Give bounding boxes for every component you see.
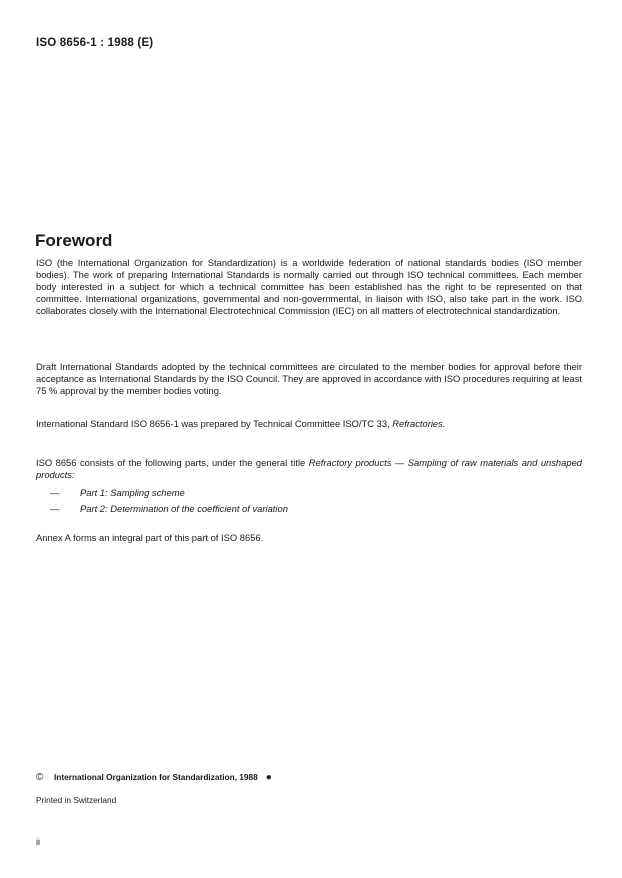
foreword-heading: Foreword <box>35 231 113 250</box>
parts-intro-text: ISO 8656 consists of the following parts, under the general title <box>36 457 306 468</box>
dash-bullet: — <box>50 503 60 514</box>
part-2-title: Part 2: Determination of the coefficient of variation <box>80 503 288 514</box>
dash-bullet: — <box>50 487 60 498</box>
foreword-paragraph-draft-standards: Draft International Standards adopted by the technical committees are circulated to the member bodies for approval before their acceptance as International Standards by the ISO Council. They are approved in accordance with ISO procedures requiring at least 75 % approval by the member bodies voting. <box>36 361 582 396</box>
copyright-notice <box>36 772 272 783</box>
printed-in-note: Printed in Switzerland <box>36 795 117 805</box>
page-number: ii <box>36 837 40 847</box>
document-identifier: ISO 8656-1 : 1988 (E) <box>36 37 154 49</box>
foreword-paragraph-parts-intro <box>36 457 582 481</box>
bullet-icon: ● <box>265 772 272 783</box>
copyright-icon: © <box>36 772 44 783</box>
list-item-part-2 <box>36 503 288 515</box>
foreword-paragraph-annex: Annex A forms an integral part of this part of ISO 8656. <box>36 532 264 543</box>
copyright-text: International Organization for Standardization, 1988 <box>54 772 258 782</box>
part-1-title: Part 1: Sampling scheme <box>80 487 185 498</box>
list-item-part-1 <box>36 487 185 499</box>
foreword-paragraph-prepared-by <box>36 418 582 430</box>
foreword-paragraph-iso-federation: ISO (the International Organization for Standardization) is a worldwide federation of national standards bodies (ISO member bodies). The work of preparing International Standards is normally carried out through ISO technical committees. Each member body interested in a subject for which a technical committee has been established has the right to be represented on that committee. International organizations, governmental and non-governmental, in liaison with ISO, also take part in the work. ISO collaborates closely with the International Electrotechnical Commission (IEC) on all matters of electrotechnical standardization. <box>36 257 582 316</box>
general-title: Refractory products — Sampling of raw materials and unshaped products: <box>36 457 583 480</box>
prepared-by-text: International Standard ISO 8656-1 was prepared by Technical Committee ISO/TC 33, <box>36 418 390 429</box>
committee-name: Refractories. <box>392 418 446 429</box>
